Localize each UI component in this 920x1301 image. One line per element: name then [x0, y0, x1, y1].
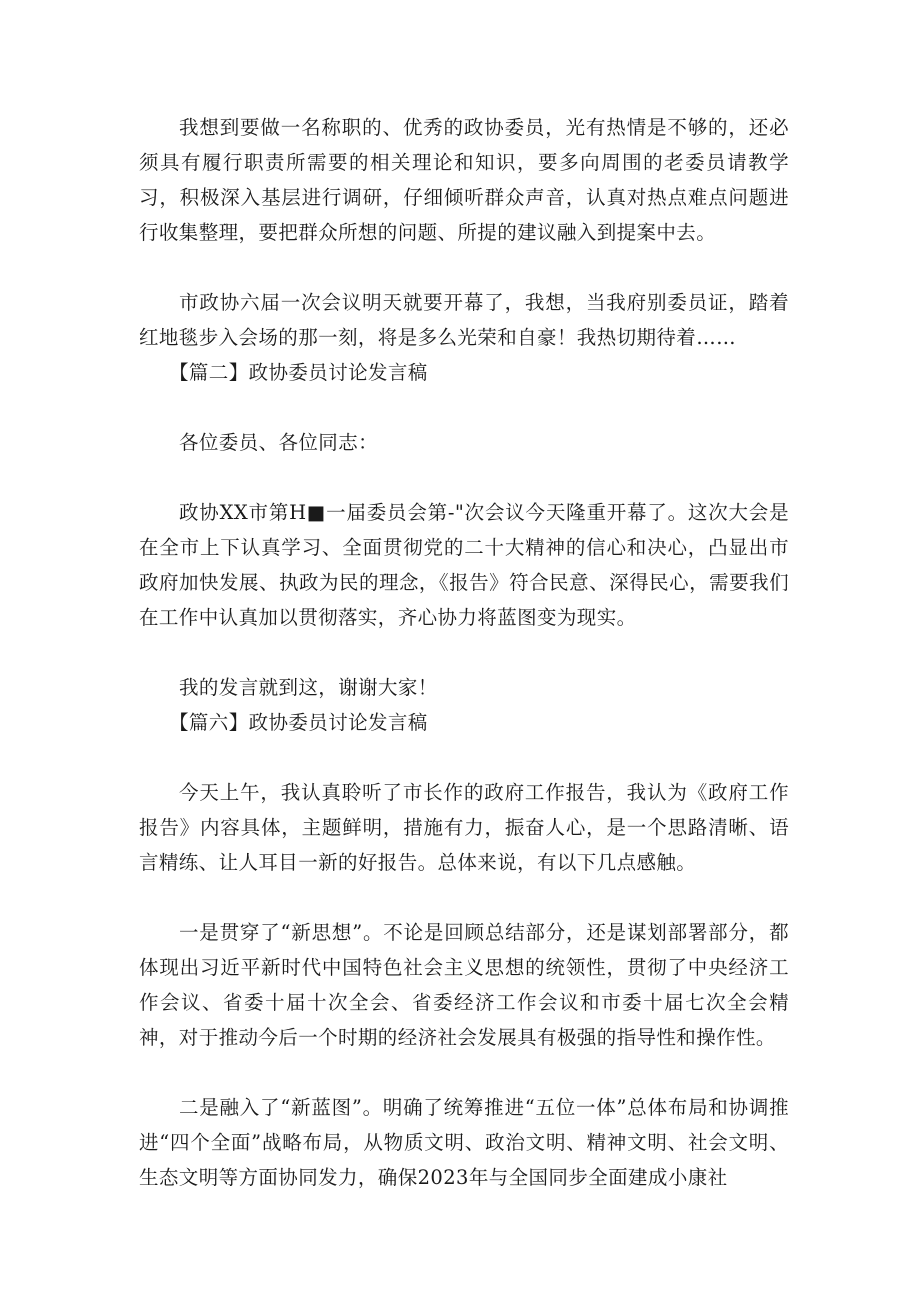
paragraph-gap: [139, 250, 789, 285]
paragraph-gap: [139, 880, 789, 915]
paragraph-committee-duty: 我想到要做一名称职的、优秀的政协委员，光有热情是不够的，还必须具有履行职责所需要的相关理论和知识，要多向周围的老委员请教学习，积极深入基层进行调研，仔细倾听群众声音，认真对热点难点问题进行收集整理，要把群众所想的问题、所提的建议融入到提案中去。: [139, 116, 789, 244]
paragraph-gap: [139, 740, 789, 775]
document-body: [139, 110, 789, 1195]
section-heading-part-six: 【篇六】政协委员讨论发言稿: [169, 711, 428, 734]
paragraph-new-thought: 一是贯穿了“新思想”。不论是回顾总结部分，还是谋划部署部分，都体现出习近平新时代中国特色社会主义思想的统领性，贯彻了中央经济工作会议、省委十届十次全会、省委经济工作会议和市委十届七次全会精神，对于推动今后一个时期的经济社会发展具有极强的指导性和操作性。: [139, 921, 789, 1049]
paragraph-closing-thanks: 我的发言就到这，谢谢大家！: [179, 676, 438, 699]
paragraph-opening-eve: 市政协六届一次会议明天就要开幕了，我想，当我府别委员证，踏着红地毯步入会场的那一刻，将是多么光荣和自豪！我热切期待着……: [139, 291, 789, 349]
paragraph-gap: [139, 460, 789, 495]
paragraph-report-impression: 今天上午，我认真聆听了市长作的政府工作报告，我认为《政府工作报告》内容具体，主题鲜明，措施有力，振奋人心，是一个思路清晰、语言精练、让人耳目一新的好报告。总体来说，有以下几点感触。: [139, 781, 789, 874]
section-heading-part-two: 【篇二】政协委员讨论发言稿: [169, 361, 428, 384]
paragraph-gap: [139, 390, 789, 425]
paragraph-new-blueprint: 二是融入了“新蓝图”。明确了统筹推进“五位一体”总体布局和协调推进“四个全面”战略布局，从物质文明、政治文明、精神文明、社会文明、生态文明等方面协同发力，确保2023年与全国同步全面建成小康社: [139, 1096, 789, 1189]
paragraph-salutation: 各位委员、各位同志：: [179, 431, 379, 454]
paragraph-gap: [139, 1055, 789, 1090]
paragraph-conference-opening: 政协XX市第H■一届委员会第-"次会议今天隆重开幕了。这次大会是在全市上下认真学习、全面贯彻党的二十大精神的信心和决心，凸显出市政府加快发展、执政为民的理念，《报告》符合民意、深得民心，需要我们在工作中认真加以贯彻落实，齐心协力将蓝图变为现实。: [139, 501, 789, 629]
paragraph-gap: [139, 635, 789, 670]
